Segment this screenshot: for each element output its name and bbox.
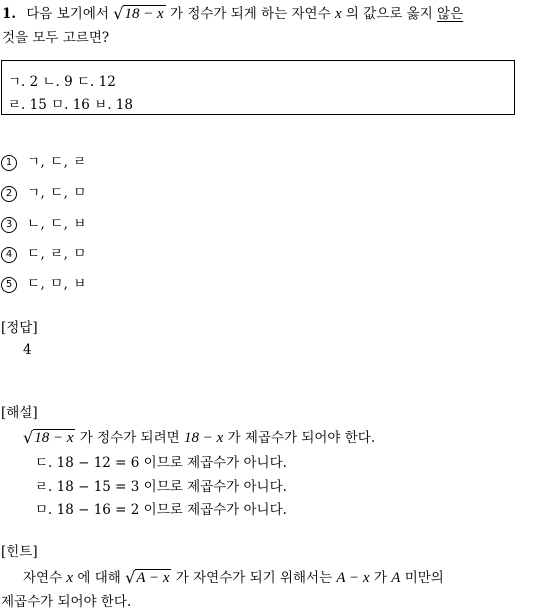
choice-marker: 3	[1, 217, 17, 233]
explanation-expr: 18 − x	[183, 430, 224, 446]
explanation-radical-expr: 18 − x	[34, 430, 74, 446]
answer-label: [정답]	[1, 320, 38, 336]
question-var: x	[334, 6, 342, 22]
explanation-mid: 가 정수가 되려면	[79, 430, 180, 446]
hint-line-2: 제곱수가 되어야 한다.	[1, 594, 132, 610]
explanation-line-3: ㄹ. 18 − 15 = 3 이므로 제곱수가 아니다.	[35, 479, 287, 495]
choice-2[interactable]	[1, 181, 87, 202]
hint-label: [힌트]	[1, 544, 38, 560]
hint-var-2: A	[391, 570, 401, 586]
explanation-line-4: ㅁ. 18 − 16 = 2 이므로 제곱수가 아니다.	[35, 502, 287, 518]
choice-text: ㄷ, ㄹ, ㅁ	[27, 246, 87, 262]
example-row-2: ㄹ. 15 ㅁ. 16 ㅂ. 18	[8, 97, 133, 113]
question-text-post-b: 의 값으로 옳지	[345, 6, 433, 22]
choice-text: ㄷ, ㅁ, ㅂ	[27, 276, 87, 292]
answer-value: 4	[23, 342, 32, 358]
sqrt-symbol: √	[23, 428, 34, 447]
hint-pre: 자연수	[23, 570, 63, 586]
choice-text: ㄱ, ㄷ, ㄹ	[27, 154, 87, 170]
choice-4[interactable]	[1, 242, 87, 263]
sqrt-symbol: √	[113, 4, 124, 23]
choice-marker: 5	[1, 277, 17, 293]
explanation-line-1	[23, 426, 375, 447]
question-underlined-word: 않은	[437, 6, 464, 22]
question-radical-expr: 18 − x	[124, 6, 164, 22]
sqrt-symbol: √	[125, 568, 136, 587]
hint-expr: A − x	[336, 570, 370, 586]
hint-end: 미만의	[404, 570, 444, 586]
choice-1[interactable]	[1, 150, 87, 171]
hint-line-1	[23, 566, 444, 587]
explanation-line-2: ㄷ. 18 − 12 = 6 이므로 제곱수가 아니다.	[35, 455, 287, 471]
choice-marker: 4	[1, 247, 17, 263]
example-box	[1, 60, 515, 115]
hint-mid-3: 가	[373, 570, 387, 586]
hint-mid-2: 가 자연수가 되기 위해서는	[175, 570, 333, 586]
question-number: 1.	[2, 6, 17, 22]
hint-var: x	[66, 570, 74, 586]
choice-5[interactable]	[1, 272, 87, 293]
hint-radical	[125, 567, 171, 587]
explanation-label: [해설]	[1, 405, 38, 421]
question-line-2: 것을 모두 고르면?	[2, 30, 110, 46]
choice-marker: 2	[1, 186, 17, 202]
hint-mid-1: 에 대해	[77, 570, 121, 586]
choice-text: ㄱ, ㄷ, ㅁ	[27, 185, 87, 201]
choice-text: ㄴ, ㄷ, ㅂ	[27, 216, 87, 232]
question-line-1	[2, 2, 463, 23]
hint-radical-expr: A − x	[136, 570, 170, 586]
question-radical	[113, 3, 165, 23]
explanation-radical	[23, 427, 75, 447]
choice-3[interactable]	[1, 212, 87, 233]
question-text-pre: 다음 보기에서	[26, 6, 109, 22]
question-text-post-a: 가 정수가 되게 하는 자연수	[170, 6, 331, 22]
example-row-1: ㄱ. 2 ㄴ. 9 ㄷ. 12	[8, 74, 116, 90]
choice-marker: 1	[1, 155, 17, 171]
explanation-end: 가 제곱수가 되어야 한다.	[227, 430, 376, 446]
